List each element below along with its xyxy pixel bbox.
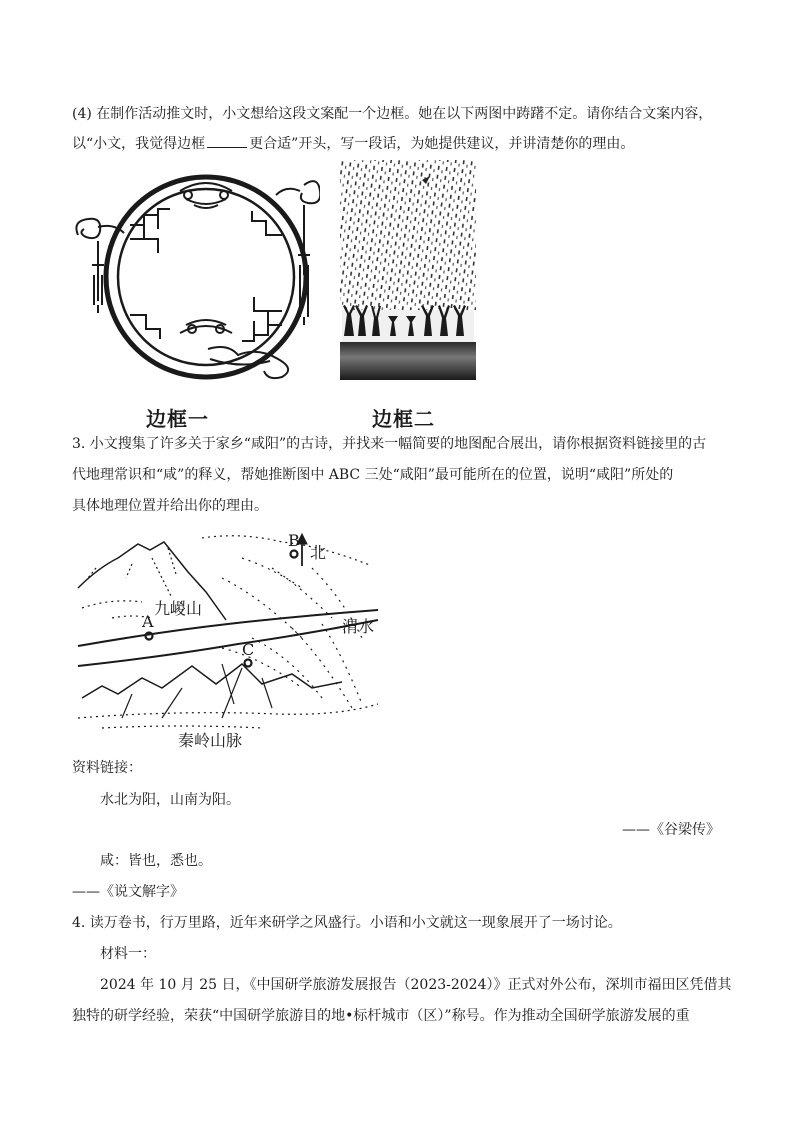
north-label: 北: [310, 543, 327, 562]
material-one-para-line-1: 2024 年 10 月 25 日，《中国研学旅游发展报告（2023-2024）》正式对外公布，深圳市福田区凭借其: [100, 977, 732, 993]
materials-source-1: ——《谷梁传》: [622, 822, 720, 838]
jiuzong-mountain-label: 九嵕山: [154, 599, 203, 618]
line-2-suffix: 更合适”开头，写一段话，为她提供建议，并讲清楚你的理由。: [249, 136, 635, 152]
question-3-line-2: 代地理常识和“咸”的释义，帮她推断图中 ABC 三处“咸阳”最可能所在的位置，说明“咸阳”所处的: [72, 467, 674, 483]
xianyang-map: [72, 528, 388, 756]
wei-river-label: 渭水: [342, 617, 375, 636]
qinling-mountains-label: 秦岭山脉: [178, 731, 243, 750]
frame-one-illustration: [68, 165, 320, 380]
point-b-letter: B: [288, 531, 300, 550]
materials-quote-2: 咸：皆也，悉也。: [100, 853, 212, 869]
question-3-line-3: 具体地理位置并给出你的理由。: [72, 498, 268, 514]
frame-two-illustration: [340, 160, 476, 380]
line-2-prefix: 以“小文，我觉得边框: [72, 136, 206, 152]
question-4-part-line-2: [72, 134, 634, 154]
materials-quote-1: 水北为阳，山南为阳。: [100, 792, 240, 808]
answer-blank: [207, 135, 247, 148]
material-one-para-line-2: 独特的研学经验，荣获“中国研学旅游目的地•标杆城市（区）”称号。作为推动全国研学旅游发展的重: [72, 1008, 690, 1024]
materials-source-2: ——《说文解字》: [72, 884, 184, 900]
question-4-line-1: 4. 读万卷书，行万里路，近年来研学之风盛行。小语和小文就这一现象展开了一场讨论。: [72, 915, 622, 931]
materials-heading: 资料链接：: [72, 760, 142, 776]
frame-one-caption: 边框一: [146, 407, 209, 431]
question-4-part-line-1: (4) 在制作活动推文时，小文想给这段文案配一个边框。她在以下两图中踌躇不定。请你结合文案内容，: [72, 106, 713, 122]
question-3-line-1: 3. 小文搜集了许多关于家乡“咸阳”的古诗，并找来一幅简要的地图配合展出，请你根据资料链接里的古: [72, 436, 707, 452]
point-a-letter: A: [142, 612, 154, 631]
frame-two-caption: 边框二: [372, 407, 435, 431]
point-c-letter: C: [242, 640, 255, 659]
material-one-label: 材料一：: [100, 946, 156, 962]
